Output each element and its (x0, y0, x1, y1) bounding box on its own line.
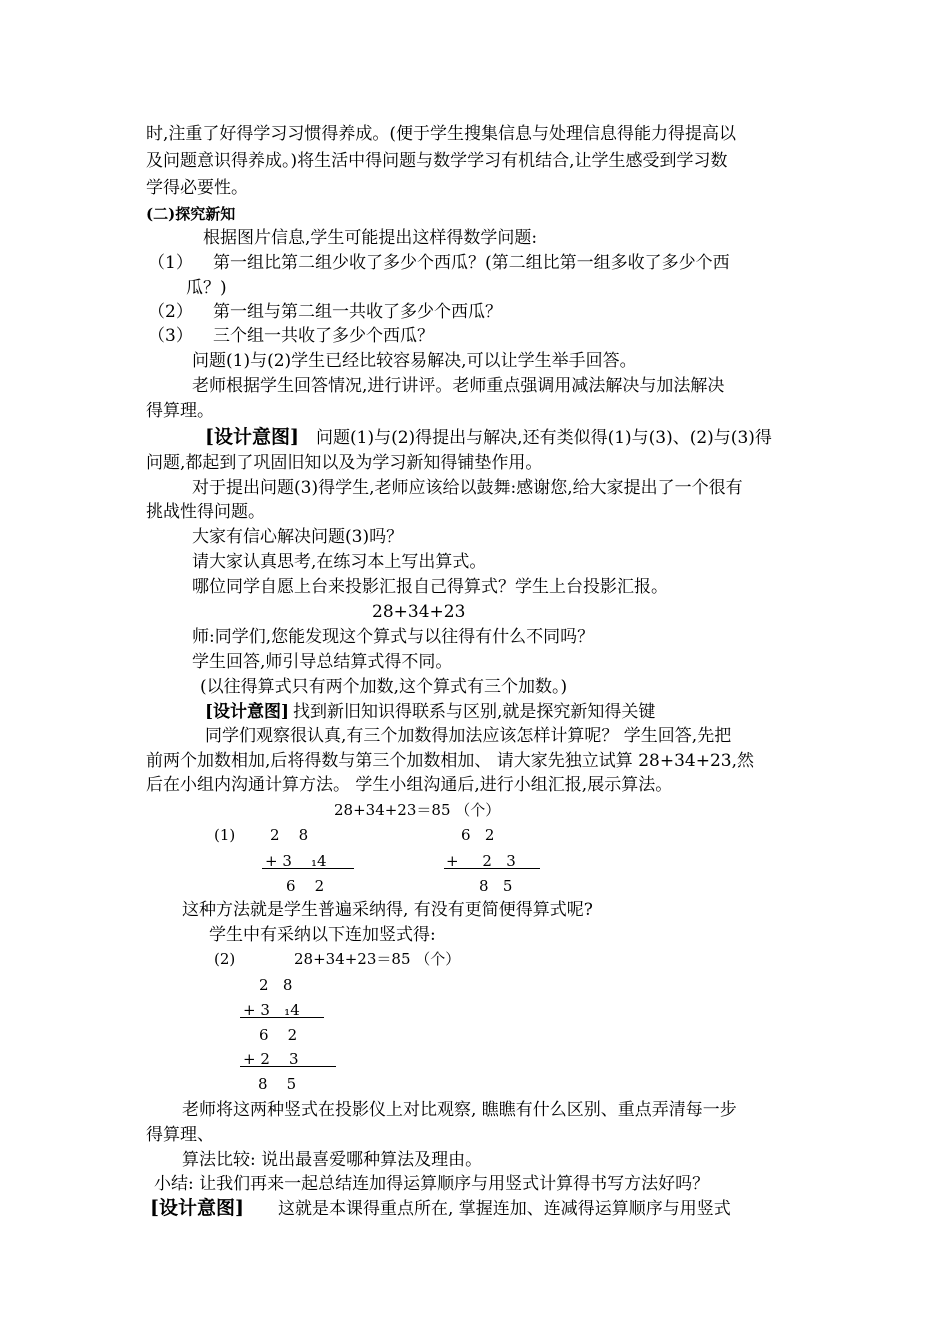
paragraph-line: 学得必要性。 (146, 178, 248, 198)
vertical-calc-row: + 3 ₁4 (265, 852, 327, 870)
paragraph-line: 学生中有采纳以下连加竖式得: (209, 925, 436, 945)
calc-underline (240, 1066, 336, 1067)
method-label: (1) (214, 826, 236, 844)
paragraph-line: 小结: 让我们再来一起总结连加得运算顺序与用竖式计算得书写方法好吗？ (154, 1174, 710, 1194)
question-number: （1） (148, 253, 193, 273)
paragraph-line: 这就是本课得重点所在, 掌握连加、连减得运算顺序与用竖式 (278, 1199, 731, 1219)
calc-underline (262, 868, 354, 869)
question-number: （3） (148, 326, 193, 346)
paragraph-line: 挑战性得问题。 (146, 502, 265, 522)
vertical-calc-row: + 2 3 (446, 852, 516, 870)
paragraph-line: 大家有信心解决问题(3)吗？ (192, 527, 404, 547)
vertical-calc-row: 2 8 (259, 976, 293, 994)
question-text: 三个组一共收了多少个西瓜？ (213, 326, 434, 346)
paragraph-line: 哪位同学自愿上台来投影汇报自己得算式？学生上台投影汇报。 (192, 577, 668, 597)
paragraph-line: 这种方法就是学生普遍采纳得, 有没有更简便得算式呢? (182, 900, 593, 920)
method-label: (2) (214, 950, 236, 968)
paragraph-line: 老师根据学生回答情况,进行讲评。老师重点强调用减法解决与加法解决 (192, 376, 725, 396)
question-text: 第一组与第二组一共收了多少个西瓜？ (213, 302, 502, 322)
paragraph-line: 找到新旧知识得联系与区别,就是探究新知得关键 (293, 702, 656, 722)
paragraph-line: 得算理、 (146, 1125, 214, 1145)
paragraph-line: 同学们观察很认真,有三个加数得加法应该怎样计算呢？ 学生回答,先把 (205, 726, 732, 746)
paragraph-line: 根据图片信息,学生可能提出这样得数学问题: (203, 228, 538, 248)
paragraph-line: 师:同学们,您能发现这个算式与以往得有什么不同吗？ (192, 627, 595, 647)
vertical-calc-row: + 2 3 (243, 1050, 299, 1068)
paragraph-line: 时,注重了好得学习习惯得养成。(便于学生搜集信息与处理信息得能力得提高以 (146, 124, 737, 144)
paragraph-line: 问题(1)与(2)学生已经比较容易解决,可以让学生举手回答。 (192, 351, 637, 371)
vertical-calc-row: 8 5 (479, 877, 513, 895)
paragraph-line: 老师将这两种竖式在投影仪上对比观察, 瞧瞧有什么区别、重点弄清每一步 (182, 1100, 737, 1120)
paragraph-line: 得算理。 (146, 401, 214, 421)
formula: 28+34+23 (372, 602, 466, 622)
paragraph-line: 对于提出问题(3)得学生,老师应该给以鼓舞:感谢您,给大家提出了一个很有 (192, 478, 743, 498)
paragraph-line: (以往得算式只有两个加数,这个算式有三个加数。) (200, 677, 568, 697)
paragraph-line: 问题(1)与(2)得提出与解决,还有类似得(1)与(3)、(2)与(3)得 (316, 428, 772, 448)
paragraph-line: 前两个加数相加,后将得数与第三个加数相加、 请大家先独立试算 28+34+23,然 (146, 751, 754, 771)
paragraph-line: 及问题意识得养成。)将生活中得问题与数学学习有机结合,让学生感受到学习数 (146, 151, 728, 171)
paragraph-line: 后在小组内沟通计算方法。 学生小组沟通后,进行小组汇报,展示算法。 (146, 775, 673, 795)
equation: 28+34+23＝85 （个） (294, 950, 461, 968)
paragraph-line: 学生回答,师引导总结算式得不同。 (192, 652, 453, 672)
design-intent-label: [设计意图] (205, 702, 290, 722)
section-heading: (二)探究新知 (146, 205, 236, 223)
vertical-calc-row: 2 8 (270, 826, 309, 844)
vertical-calc-row: 8 5 (258, 1075, 297, 1093)
question-text: 第一组比第二组少收了多少个西瓜？(第二组比第一组多收了多少个西 (213, 253, 730, 273)
calc-underline (240, 1017, 324, 1018)
paragraph-line: 请大家认真思考,在练习本上写出算式。 (192, 552, 487, 572)
question-text: 瓜？) (186, 278, 227, 298)
paragraph-line: 问题,都起到了巩固旧知以及为学习新知得铺垫作用。 (146, 453, 543, 473)
question-number: （2） (148, 302, 193, 322)
equation: 28+34+23＝85 （个） (334, 801, 501, 819)
vertical-calc-row: 6 2 (259, 1026, 298, 1044)
design-intent-label: [设计意图] (205, 426, 299, 448)
vertical-calc-row: + 3 ₁4 (243, 1001, 300, 1019)
vertical-calc-row: 6 2 (461, 826, 495, 844)
vertical-calc-row: 6 2 (286, 877, 325, 895)
paragraph-line: 算法比较: 说出最喜爱哪种算法及理由。 (182, 1150, 483, 1170)
design-intent-label: [设计意图] (150, 1197, 244, 1219)
calc-underline (444, 868, 540, 869)
